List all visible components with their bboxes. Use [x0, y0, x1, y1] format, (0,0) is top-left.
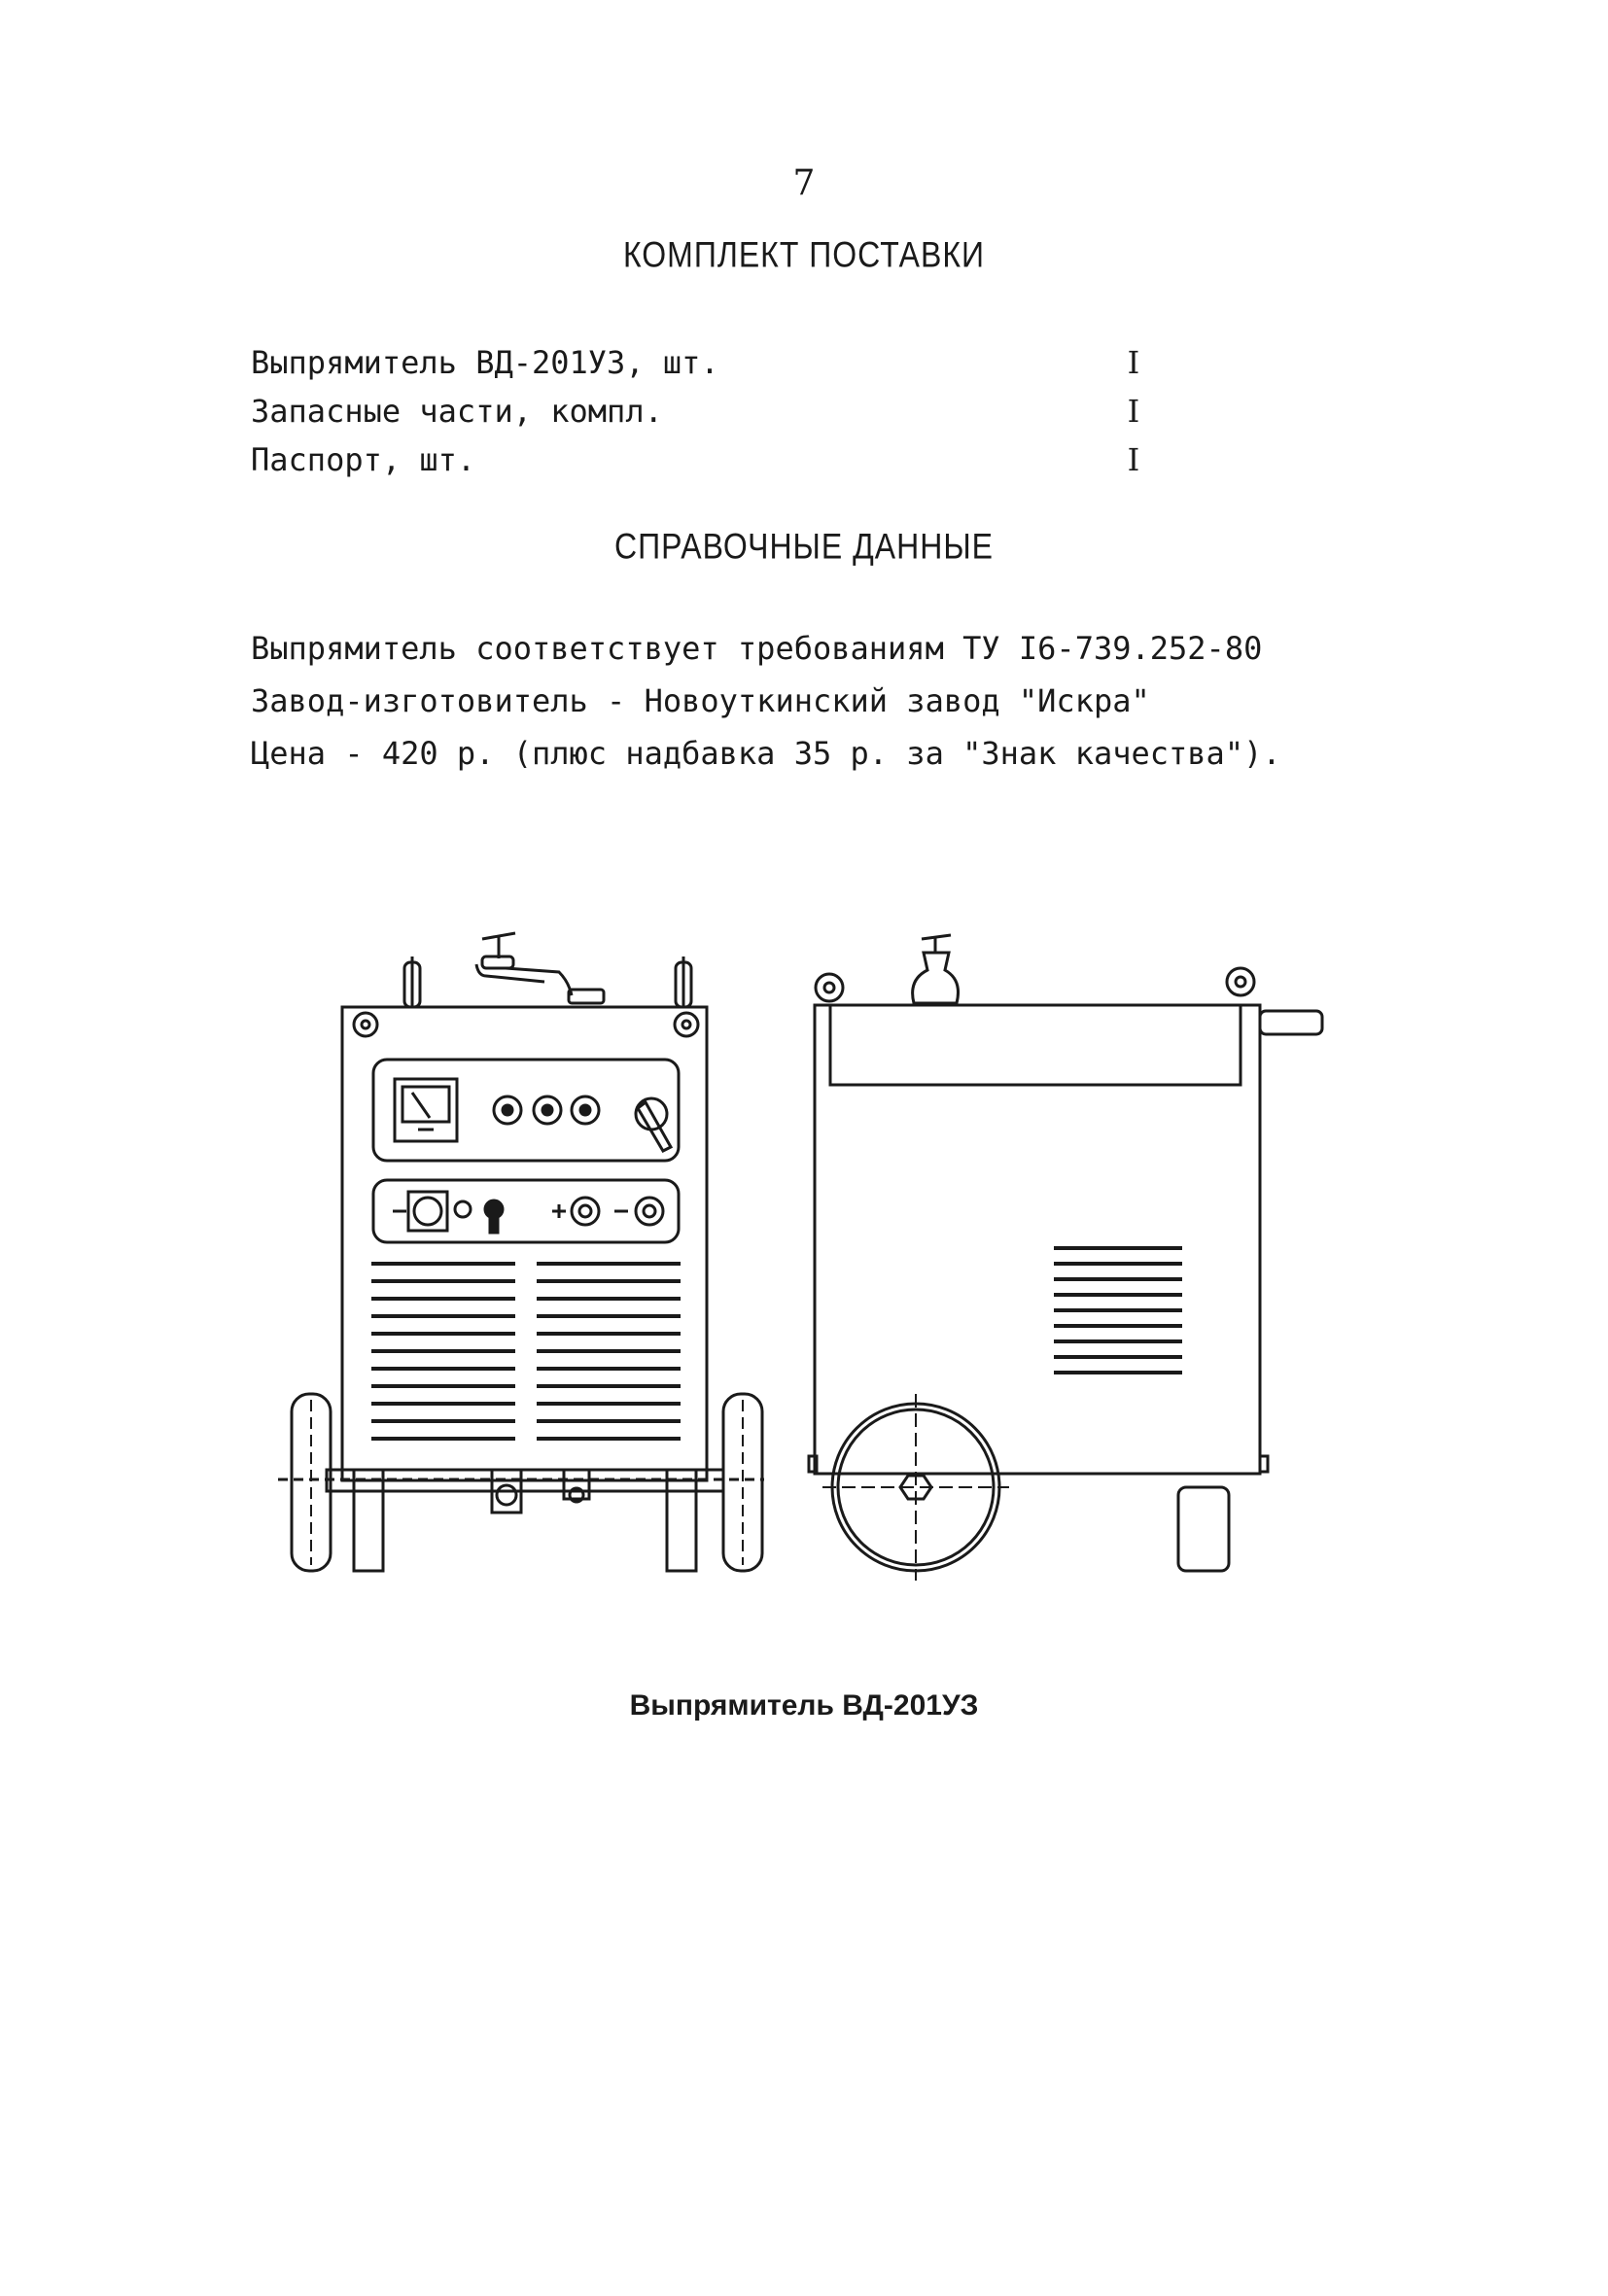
lifting-eye-left: [393, 957, 432, 1007]
fuse-icon: [455, 1201, 471, 1217]
bolt-icon: [675, 1013, 698, 1036]
side-view: [809, 935, 1322, 1581]
output-terminal-minus-icon: [614, 1198, 663, 1225]
front-view: [278, 933, 764, 1571]
side-wheel: [822, 1394, 1009, 1581]
kit-item-qty: I: [1127, 441, 1140, 478]
bolt-icon: [354, 1013, 377, 1036]
reference-line-manufacturer: Завод-изготовитель - Новоуткинский завод "Искра": [251, 682, 1150, 719]
kit-item-name: Выпрямитель ВД-201УЗ, шт.: [251, 344, 719, 381]
kit-item-qty: I: [1127, 393, 1140, 430]
toggle-icon: [485, 1200, 503, 1233]
reference-line-price: Цена - 420 р. (плюс надбавка 35 р. за "Знак качества").: [251, 735, 1281, 772]
bolt-icon: [362, 1021, 369, 1028]
side-handle: [913, 935, 959, 1003]
side-bracket: [1260, 1456, 1268, 1472]
side-body: [815, 1005, 1260, 1474]
kit-item-name: Запасные части, компл.: [251, 393, 663, 430]
side-bracket: [809, 1456, 817, 1472]
control-panel-lower: [373, 1180, 679, 1242]
side-top-cover: [830, 1005, 1241, 1085]
lifting-eye-right: [664, 957, 703, 1007]
output-terminal-plus-icon: [552, 1198, 599, 1225]
front-chassis: [278, 1470, 764, 1571]
knob-center-icon: [580, 1105, 590, 1115]
side-lifting-eye-left: [816, 974, 843, 1001]
side-support-leg: [1178, 1487, 1229, 1571]
switch-lever-icon: [636, 1098, 671, 1151]
reference-heading: СПРАВОЧНЫЕ ДАННЫЕ: [613, 526, 995, 567]
adjustment-handle: [476, 933, 604, 1003]
kit-heading: КОМПЛЕКТ ПОСТАВКИ: [623, 234, 985, 275]
side-lifting-eye-right: [1227, 968, 1254, 995]
front-vent-left: [371, 1264, 515, 1439]
bolt-icon: [682, 1021, 690, 1028]
side-tow-handle: [1260, 1011, 1322, 1034]
figure-caption: Выпрямитель ВД-201УЗ: [629, 1689, 979, 1722]
page-number: 7: [792, 163, 816, 203]
control-panel-upper: [373, 1060, 679, 1161]
knob-center-icon: [503, 1105, 512, 1115]
kit-item-qty: I: [1127, 344, 1140, 381]
ammeter-icon: [395, 1079, 457, 1141]
socket-icon: [393, 1192, 447, 1231]
reference-line-standard: Выпрямитель соответствует требованиям ТУ I6-739.252-80: [251, 630, 1263, 667]
side-vent: [1054, 1248, 1182, 1373]
front-vent-right: [537, 1264, 681, 1439]
kit-item-name: Паспорт, шт.: [251, 441, 476, 478]
knob-center-icon: [542, 1105, 552, 1115]
